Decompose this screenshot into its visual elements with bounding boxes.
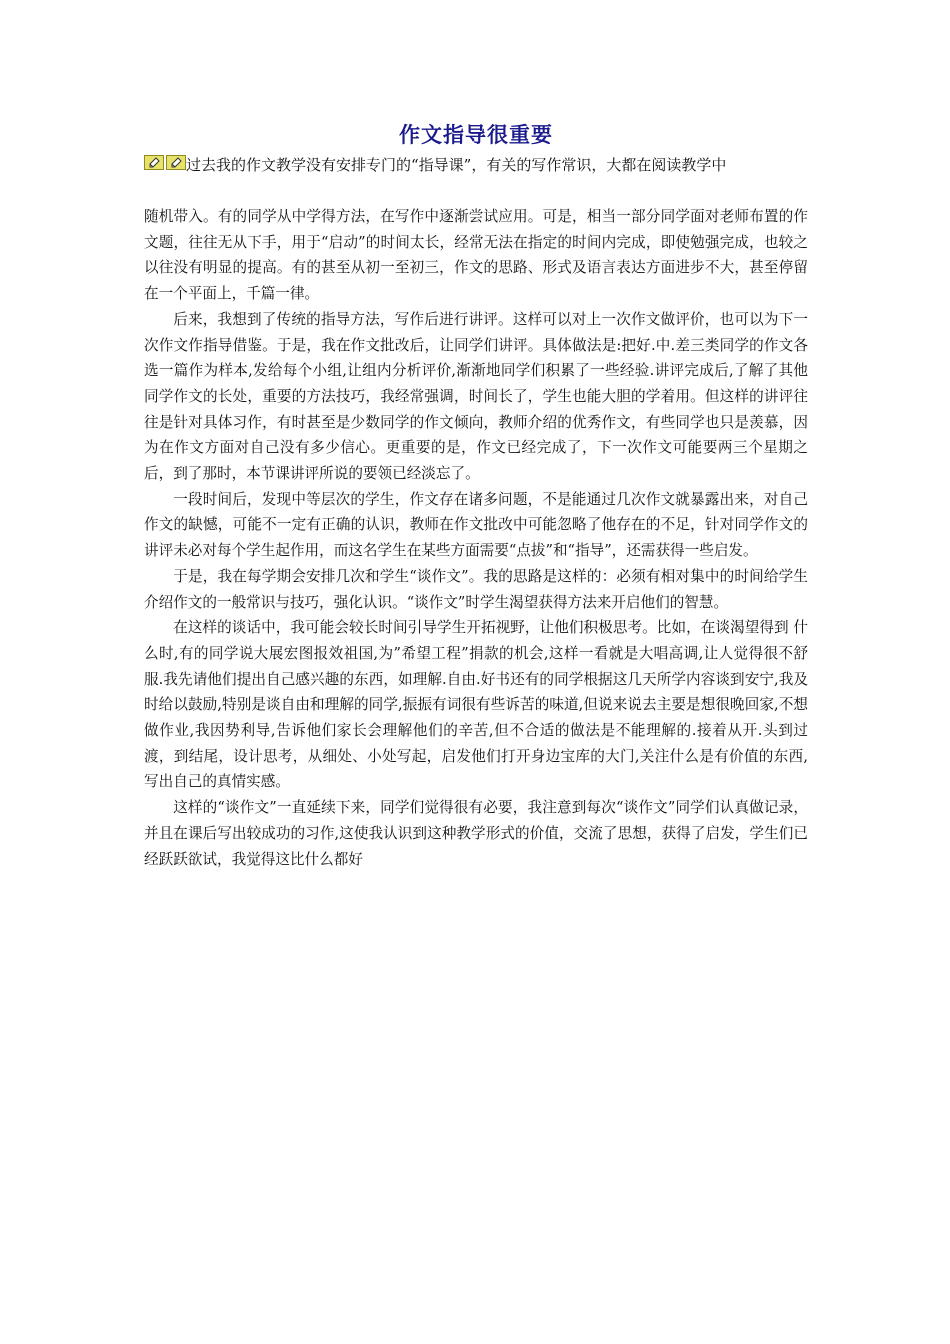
body-paragraph: 一段时间后，发现中等层次的学生，作文存在诸多问题，不是能通过几次作文就暴露出来，对自己作文的缺憾，可能不一定有正确的认识，教师在作文批改中可能忽略了他存在的不足，针对同学作文的讲评未必对每个学生起作用，而这名学生在某些方面需要“点拔”和“指导”，还需获得一些启发。 [144,490,808,560]
edit-pencil-icon[interactable] [144,155,164,170]
blank-line [144,178,808,204]
body-paragraph: 这样的“谈作文”一直延续下来，同学们觉得很有必要，我注意到每次“谈作文”同学们认真做记录，并且在课后写出较成功的习作,这使我认识到这种教学形式的价值，交流了思想，获得了启发，学生们已经跃跃欲试，我觉得这比什么都好 [144,799,808,868]
body-paragraph: 后来，我想到了传统的指导方法，写作后进行讲评。这样可以对上一次作文做评价，也可以为下一次作文作指导借鉴。于是，我在作文批改后，让同学们讲评。具体做法是:把好.中.差三类同学的作文各选一篇作为样本,发给每个小组,让组内分析评价,渐渐地同学们积累了一些经验.讲评完成后,了解了其他同学作文的长处，重要的方法技巧，我经常强调，时间长了，学生也能大胆的学着用。但这样的讲评往往是针对具体习作，有时甚至是少数同学的作文倾向，教师介绍的优秀作文，有些同学也只是羡慕，因为在作文方面对自己没有多少信心。更重要的是，作文已经完成了，下一次作文可能要两三个星期之后，到了那时，本节课讲评所说的要领已经淡忘了。 [144,310,808,483]
document-page [144,118,808,872]
document-title: 作文指导很重要 [399,123,553,147]
body-paragraph: 随机带入。有的同学从中学得方法，在写作中逐渐尝试应用。可是，相当一部分同学面对老师布置的作文题，往往无从下手，用于“启动”的时间太长，经常无法在指定的时间内完成，即使勉强完成，也较之以往没有明显的提高。有的甚至从初一至初三，作文的思路、形式及语言表达方面进步不大，甚至停留在一个平面上，千篇一律。 [144,208,808,303]
icon-group [144,155,186,170]
first-line [144,152,808,178]
body-paragraph: 在这样的谈话中，我可能会较长时间引导学生开拓视野，让他们积极思考。比如，在谈渴望得到 什么时,有的同学说大展宏图报效祖国,为”希望工程”捐款的机会,这样一看就是大唱高调,让人觉得很不舒服.我先请他们提出自己感兴趣的东西，如理解.自由.好书还有的同学根据这几天所学内容谈到安宁,我及时给以鼓励,特别是谈自由和理解的同学,振振有词很有些诉苦的味道,但说来说去主要是想很晚回家,不想做作业,我因势利导,告诉他们家长会理解他们的辛苦,但不合适的做法是不能理解的.接着从开.头到过渡，到结尾，设计思考，从细处、小处写起，启发他们打开身边宝库的大门,关注什么是有价值的东西,写出自己的真情实感。 [144,619,808,791]
body-paragraph: 于是，我在每学期会安排几次和学生“谈作文”。我的思路是这样的：必须有相对集中的时间给学生介绍作文的一般常识与技巧，强化认识。“谈作文”时学生渴望获得方法来开启他们的智慧。 [144,567,808,611]
first-line-text: 过去我的作文教学没有安排专门的“指导课”，有关的写作常识，大都在阅读教学中 [186,156,727,174]
edit-pencil-icon[interactable] [166,155,186,170]
